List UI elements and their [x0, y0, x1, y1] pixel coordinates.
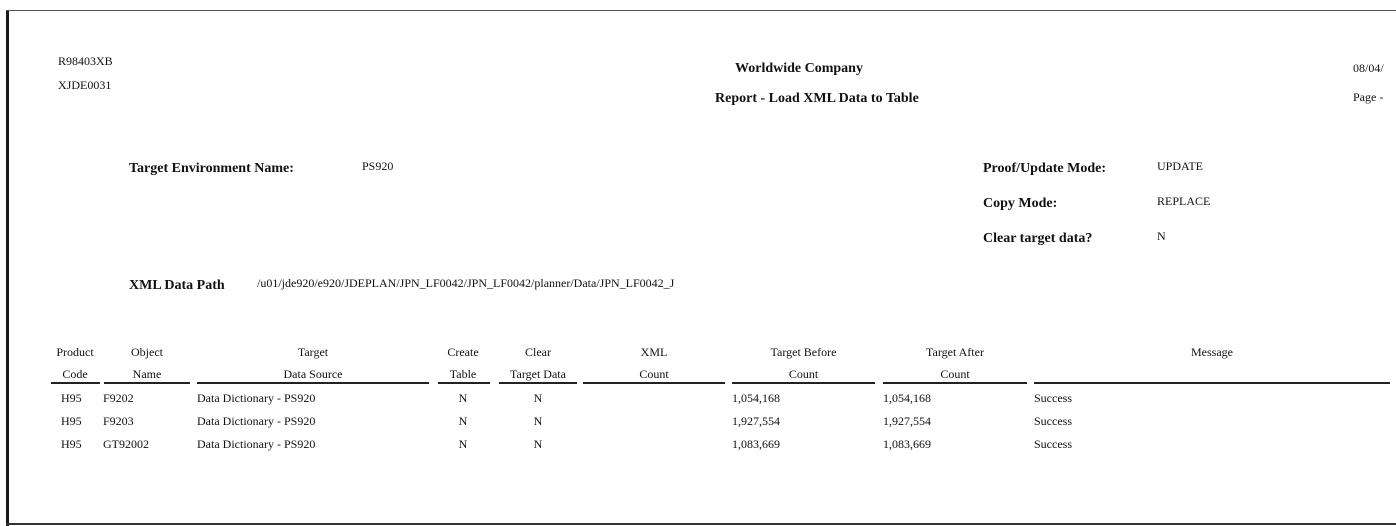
cell-after: 1,083,669 — [883, 437, 931, 451]
page-left-border — [6, 10, 9, 526]
copy-mode-label: Copy Mode: — [983, 196, 1058, 211]
header-product-line1: Product — [56, 345, 94, 359]
cell-before: 1,927,554 — [732, 414, 780, 428]
underline-after — [883, 382, 1027, 384]
header-object-line2: Name — [132, 367, 162, 381]
underline-message — [1034, 382, 1390, 384]
target-env-label: Target Environment Name: — [129, 161, 294, 176]
underline-object — [104, 382, 190, 384]
cell-clear: N — [533, 414, 543, 428]
report-program-id: R98403XB — [58, 54, 113, 68]
header-before-line1: Target Before — [770, 345, 837, 359]
underline-clear — [499, 382, 577, 384]
page-number-label: Page - — [1353, 90, 1384, 104]
cell-source: Data Dictionary - PS920 — [197, 437, 316, 451]
report-title: Report - Load XML Data to Table — [715, 91, 919, 106]
header-clear-line2: Target Data — [510, 367, 566, 381]
clear-target-value: N — [1157, 229, 1166, 243]
cell-product: H95 — [61, 414, 82, 428]
xml-path-label: XML Data Path — [129, 278, 225, 293]
copy-mode-value: REPLACE — [1157, 194, 1211, 208]
cell-object: F9202 — [103, 391, 134, 405]
cell-before: 1,083,669 — [732, 437, 780, 451]
clear-target-label: Clear target data? — [983, 231, 1093, 246]
cell-after: 1,927,554 — [883, 414, 931, 428]
cell-source: Data Dictionary - PS920 — [197, 391, 316, 405]
header-product-line2: Code — [62, 367, 88, 381]
cell-message: Success — [1034, 414, 1072, 428]
cell-source: Data Dictionary - PS920 — [197, 414, 316, 428]
page-top-border — [6, 10, 1396, 11]
header-source-line1: Target — [297, 345, 329, 359]
header-create-line2: Table — [449, 367, 477, 381]
underline-xml — [583, 382, 725, 384]
header-after-line2: Count — [940, 367, 970, 381]
underline-source — [197, 382, 429, 384]
proof-update-label: Proof/Update Mode: — [983, 161, 1106, 176]
xml-path-value: /u01/jde920/e920/JDEPLAN/JPN_LF0042/JPN_LF0042/planner/Data/JPN_LF0042_J — [257, 276, 675, 290]
cell-message: Success — [1034, 437, 1072, 451]
header-create-line1: Create — [447, 345, 479, 359]
header-after-line1: Target After — [926, 345, 984, 359]
cell-create: N — [458, 391, 468, 405]
cell-object: F9203 — [103, 414, 134, 428]
header-xml-line2: Count — [639, 367, 669, 381]
cell-create: N — [458, 414, 468, 428]
underline-create — [438, 382, 490, 384]
header-xml-line1: XML — [640, 345, 668, 359]
underline-product — [51, 382, 100, 384]
header-message: Message — [1191, 345, 1233, 359]
cell-clear: N — [533, 437, 543, 451]
proof-update-value: UPDATE — [1157, 159, 1204, 173]
report-version-id: XJDE0031 — [58, 78, 112, 92]
cell-before: 1,054,168 — [732, 391, 780, 405]
cell-message: Success — [1034, 391, 1072, 405]
cell-clear: N — [533, 391, 543, 405]
header-clear-line1: Clear — [525, 345, 551, 359]
company-name: Worldwide Company — [735, 61, 863, 76]
cell-object: GT92002 — [103, 437, 149, 451]
report-date: 08/04/ — [1353, 61, 1384, 75]
header-before-line2: Count — [788, 367, 819, 381]
cell-after: 1,054,168 — [883, 391, 931, 405]
cell-product: H95 — [61, 437, 82, 451]
page-bottom-border — [6, 523, 1396, 525]
underline-before — [732, 382, 875, 384]
header-source-line2: Data Source — [283, 367, 343, 381]
header-object-line1: Object — [131, 345, 163, 359]
cell-product: H95 — [61, 391, 82, 405]
target-env-value: PS920 — [362, 159, 394, 173]
cell-create: N — [458, 437, 468, 451]
